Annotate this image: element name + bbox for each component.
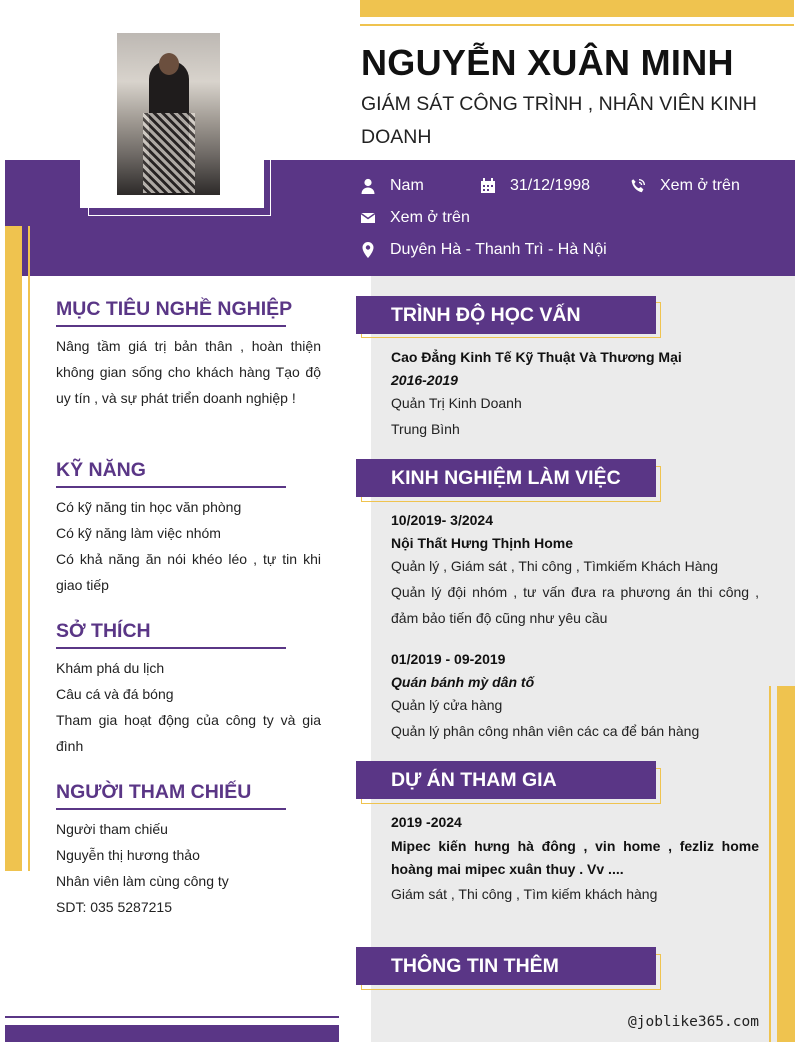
top-gold-bar [360,0,794,17]
job-title: GIÁM SÁT CÔNG TRÌNH , NHÂN VIÊN KINH DOANH [361,93,757,148]
references-title: NGƯỜI THAM CHIẾU [56,781,252,803]
right-gold-bar [777,686,795,1042]
experience-header: KINH NGHIỆM LÀM VIỆC [356,459,656,497]
education-header: TRÌNH ĐỘ HỌC VẤN [356,296,656,334]
user-icon [360,178,376,194]
left-gold-line [28,226,30,871]
job-line: Quản lý đội nhóm , tư vấn đưa ra phương án thi công , đảm bảo tiến độ cũng như yêu cầu [391,584,759,626]
left-gold-bar [5,226,22,871]
calendar-icon [480,178,496,194]
extra-header: THÔNG TIN THÊM [356,947,656,985]
list-item: SDT: 035 5287215 [56,899,172,915]
education-major: Quản Trị Kinh Doanh [391,395,522,411]
envelope-icon [360,210,376,226]
list-item: Nguyễn thị hương thảo [56,847,200,863]
hobbies-title: SỞ THÍCH [56,620,151,642]
project-role: Giám sát , Thi công , Tìm kiếm khách hàng [391,886,658,902]
education-grade: Trung Bình [391,421,460,437]
gender-value: Nam [390,177,424,194]
avatar [117,33,220,195]
skills-list [56,494,321,598]
list-item: Có kỹ năng tin học văn phòng [56,499,242,515]
skills-underline [56,486,286,488]
bottom-purple-line [5,1016,339,1018]
contact-gender [360,177,424,195]
birthday-value: 31/12/1998 [510,177,591,194]
right-gold-line [769,686,771,1042]
education-school: Cao Đẳng Kinh Tế Kỹ Thuật Và Thương Mại [391,349,682,365]
email-value[interactable]: Xem ở trên [390,209,470,226]
list-item: Có kỹ năng làm việc nhóm [56,525,221,541]
address-value: Duyên Hà - Thanh Trì - Hà Nội [390,241,607,258]
map-pin-icon [360,242,376,258]
projects-header: DỰ ÁN THAM GIA [356,761,656,799]
bottom-purple-bar [5,1025,339,1042]
list-item: Khám phá du lịch [56,660,165,676]
contact-address [360,241,607,259]
job-line: Quản lý phân công nhân viên các ca để bán hàng [391,723,700,739]
contact-birthday [480,177,590,195]
list-item: Người tham chiếu [56,821,168,837]
job-period: 01/2019 - 09-2019 [391,651,506,667]
job-company: Quán bánh mỳ dân tố [391,674,535,690]
objective-text: Nâng tầm giá trị bản thân , hoàn thiện không gian sống cho khách hàng Tạo độ uy tín , và sự phát triển doanh nghiệp ! [56,338,321,406]
candidate-name: NGUYỄN XUÂN MINH [361,42,734,83]
contact-email[interactable] [360,209,470,227]
list-item: Nhân viên làm cùng công ty [56,873,229,889]
job-line: Quản lý , Giám sát , Thi công , Tìmkiếm Khách Hàng [391,558,719,574]
hobbies-list [56,655,321,759]
references-list [56,816,321,920]
skills-title: KỸ NĂNG [56,459,146,481]
top-gold-line [360,24,794,26]
hobbies-underline [56,647,286,649]
references-underline [56,808,286,810]
education-content [391,344,759,442]
project-name: Mipec kiến hưng hà đông , vin home , fezliz home hoàng mai mipec xuân thuy . Vv .... [391,838,759,877]
education-period: 2016-2019 [391,372,458,388]
job-period: 10/2019- 3/2024 [391,512,493,528]
experience-job-1 [391,507,759,631]
watermark: @joblike365.com [628,1014,759,1030]
list-item: Có khả năng ăn nói khéo léo , tự tin khi giao tiếp [56,551,321,593]
list-item: Tham gia hoạt động của công ty và gia đình [56,712,321,754]
projects-content [391,809,759,907]
list-item: Câu cá và đá bóng [56,686,174,702]
objective-title: MỤC TIÊU NGHỀ NGHIỆP [56,298,293,320]
objective-underline [56,325,286,327]
job-line: Quản lý cửa hàng [391,697,503,713]
phone-icon [630,178,646,194]
job-company: Nội Thất Hưng Thịnh Home [391,535,574,551]
contact-phone[interactable] [630,177,740,195]
phone-value[interactable]: Xem ở trên [660,177,740,194]
project-period: 2019 -2024 [391,814,462,830]
experience-job-2 [391,646,759,744]
